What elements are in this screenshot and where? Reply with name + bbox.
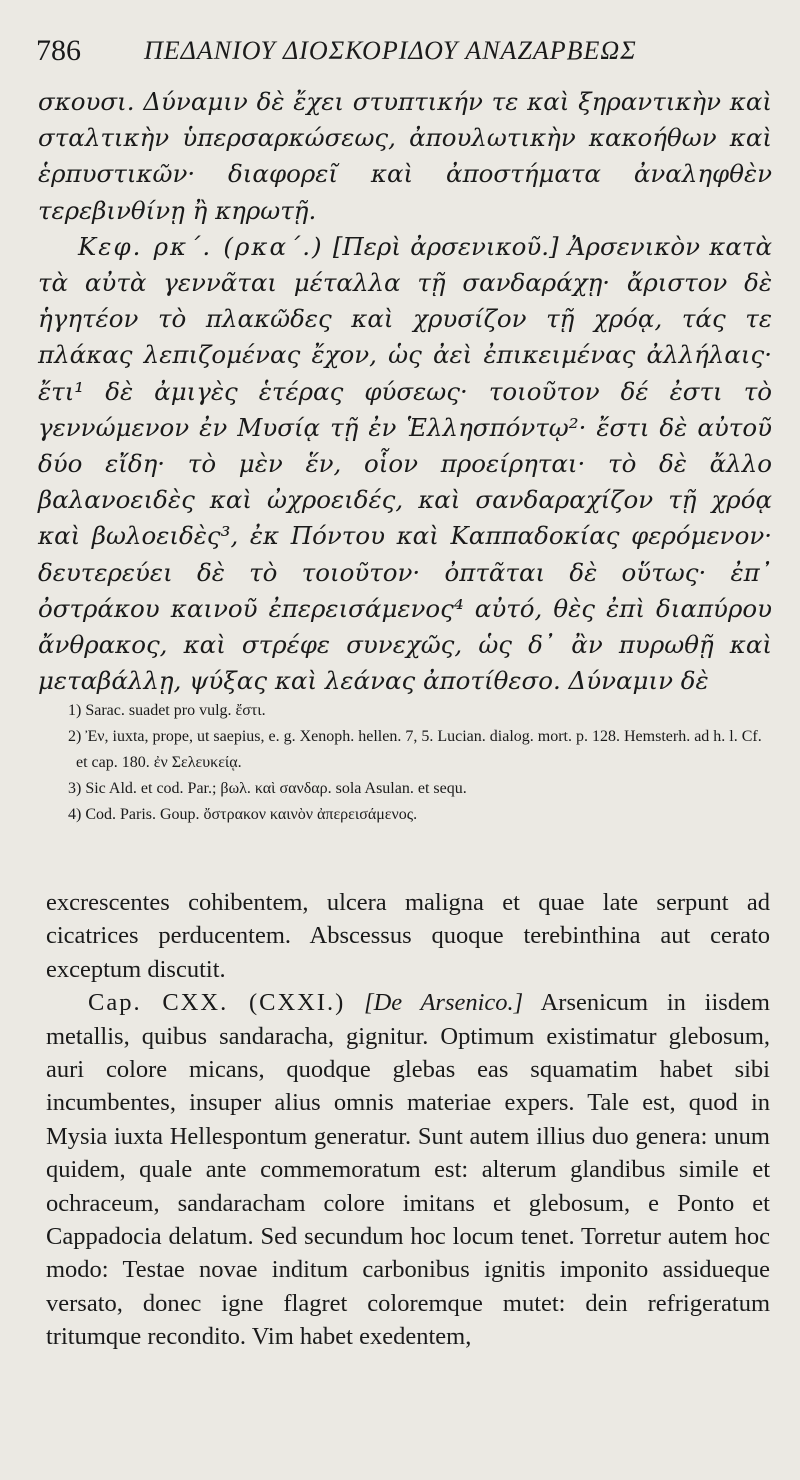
greek-chapter-title: [Περὶ ἀρσενικοῦ.] xyxy=(332,231,559,261)
latin-paragraph-2 xyxy=(46,986,770,1353)
greek-text xyxy=(38,84,772,699)
footnote-1: 1) Sarac. suadet pro vulg. ἔστι. xyxy=(68,702,266,719)
running-head: ΠΕΔΑΝΙΟΥ ΔΙΟΣΚΟΡΙΔΟΥ ΑΝΑΖΑΡΒΕΩΣ xyxy=(144,36,637,65)
latin-paragraph-2-body: Arsenicum in iisdem metallis, quibus sandaracha, gignitur. Optimum existimatur glebosum, auri colore micans, quodque glebas eas squamatim habet sibi incumbentes, insuper alius omnis materiae expers. Tale est, quod in Mysia iuxta Hellespontum generatur. Sunt autem illius duo genera: unum quidem, quale ante commemoratum est: alterum glandibus simile et ochraceum, sandaracham colore imitans et glebosum, e Ponto et Cappadocia delatum. Sed secundum hoc locum tenet. Torretur autem hoc modo: Testae novae inditum carbonibus ignitis imponito assidueque versato, donec igne flagret coloremque mutet: dein refrigeratum tritumque recondito. Vim habet exedentem, xyxy=(46,989,770,1351)
footnote-4: 4) Cod. Paris. Goup. ὄστρακον καινὸν ἀπερεισάμενος. xyxy=(68,806,418,823)
footnote-3: 3) Sic Ald. et cod. Par.; βωλ. καὶ σανδαρ. sola Asulan. et sequ. xyxy=(68,780,467,797)
page-header xyxy=(36,34,760,74)
greek-paragraph-2-body: Ἀρσενικὸν κατὰ τὰ αὐτὰ γεννᾶται μέταλλα τῇ σανδαράχῃ· ἄριστον δὲ ἡγητέον τὸ πλακῶδες καὶ χρυσίζον τῇ χρόᾳ, τάς τε πλάκας λεπιζομένας ἔχον, ὡς ἀεὶ ἐπικειμένας ἀλλήλαις· ἔτι¹ δὲ ἀμιγὲς ἑτέρας φύσεως· τοιοῦτον δέ ἐστι τὸ γεννώμενον ἐν Μυσίᾳ τῇ ἐν Ἑλλησπόντῳ²· ἔστι δὲ αὐτοῦ δύο εἴδη· τὸ μὲν ἕν, οἷον προείρηται· τὸ δὲ ἄλλο βαλανοειδὲς καὶ ὠχροειδές, καὶ σανδαραχίζον τῇ χρόᾳ καὶ βωλοειδὲς³, ἐκ Πόντου καὶ Καππαδοκίας φερόμενον· δευτερεύει δὲ τὸ τοιοῦτον· ὀπτᾶται δὲ οὕτως· ἐπ᾽ ὀστράκου καινοῦ ἐπερεισάμενος⁴ αὐτό, θὲς ἐπὶ διαπύρου ἄνθρακος, καὶ στρέφε συνεχῶς, ὡς δ᾽ ἂν πυρωθῇ καὶ μεταβάλλῃ, ψύξας καὶ λεάνας ἀποτίθεσο. Δύναμιν δὲ xyxy=(38,231,772,696)
greek-paragraph-1: σκουσι. Δύναμιν δὲ ἔχει στυπτικήν τε καὶ ξηραντικὴν καὶ σταλτικὴν ὑπερσαρκώσεως, ἀπουλωτικὴν κακοήθων καὶ ἑρπυστικῶν· διαφορεῖ καὶ ἀποστήματα ἀναληφθὲν τερεβινθίνῃ ἢ κηρωτῇ. xyxy=(38,87,772,225)
footnotes xyxy=(36,698,770,828)
latin-text xyxy=(46,886,770,1354)
greek-paragraph-2 xyxy=(38,229,772,700)
latin-chapter-title: [De Arsenico.] xyxy=(364,989,524,1017)
footnote-2: 2) Ἐν, iuxta, prope, ut saepius, e. g. Xenoph. hellen. 7, 5. Lucian. dialog. mort. p. 128. Hemsterh. ad h. l. Cf. et cap. 180. ἐν Σελευκείᾳ. xyxy=(68,728,762,771)
page-number: 786 xyxy=(36,34,81,67)
latin-chapter-label: Cap. CXX. (CXXI.) xyxy=(88,989,346,1017)
greek-chapter-label: Κεφ. ρκ΄. (ρκα΄.) xyxy=(78,231,324,261)
latin-paragraph-1: excrescentes cohibentem, ulcera maligna et quae late serpunt ad cicatrices perducentem. Abscessus quoque terebinthina aut cerato exceptum discutit. xyxy=(46,889,770,983)
